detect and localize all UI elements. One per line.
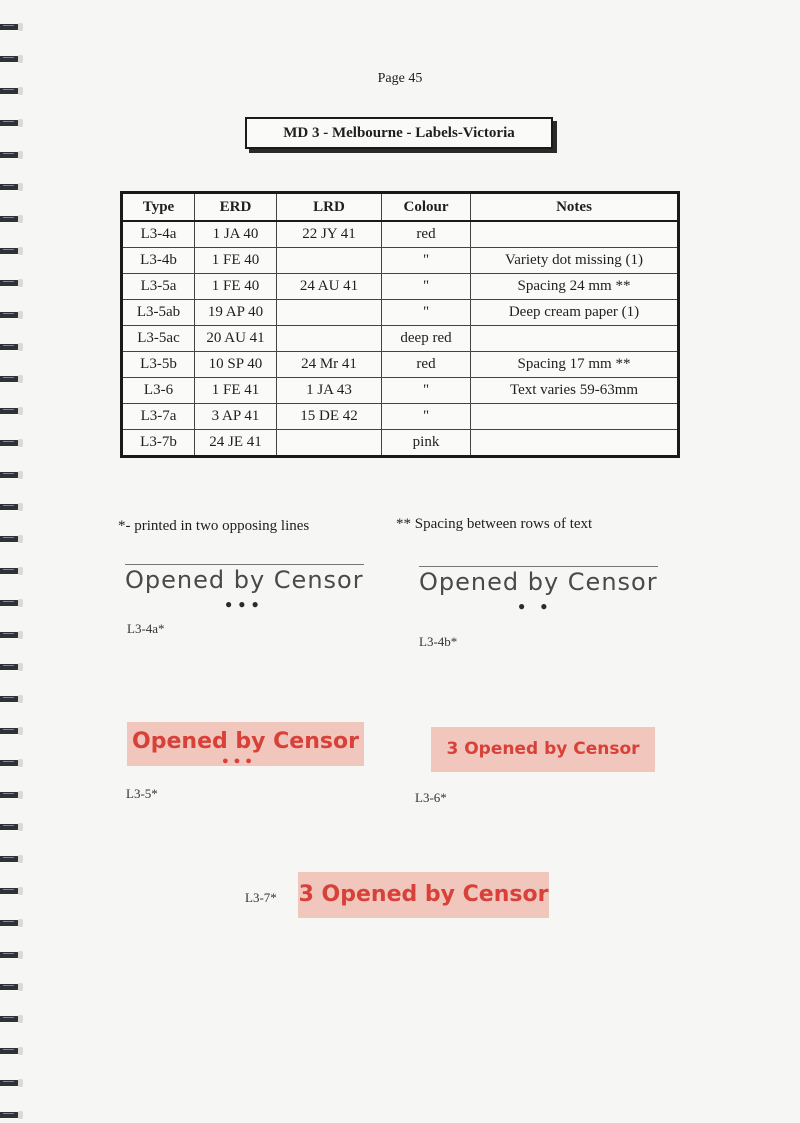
punch-hole: [18, 151, 23, 159]
ring-highlight: [3, 601, 14, 602]
cell-erd: 1 JA 40: [195, 221, 277, 248]
cell-lrd: [277, 300, 382, 326]
cell-notes: Spacing 17 mm **: [471, 352, 679, 378]
binding-ring: [0, 630, 22, 641]
punch-hole: [18, 279, 23, 287]
binding-ring: [0, 790, 22, 801]
binding-ring: [0, 1046, 22, 1057]
spiral-binding: [0, 0, 26, 1123]
ring-highlight: [3, 249, 14, 250]
punch-hole: [18, 631, 23, 639]
table-row: [122, 404, 679, 430]
table-row: [122, 274, 679, 300]
punch-hole: [18, 503, 23, 511]
specimen-l3-6-caption: L3-6*: [415, 790, 447, 805]
punch-hole: [18, 471, 23, 479]
punch-hole: [18, 439, 23, 447]
cell-colour: ": [382, 274, 471, 300]
binding-ring: [0, 22, 22, 33]
table-body: [122, 221, 679, 457]
cell-erd: 1 FE 40: [195, 274, 277, 300]
ring-highlight: [3, 697, 14, 698]
cell-colour: ": [382, 300, 471, 326]
ring-highlight: [3, 857, 14, 858]
specimen-l3-4b-text: Opened by Censor: [419, 568, 658, 596]
punch-hole: [18, 727, 23, 735]
cell-type: L3-4a: [122, 221, 195, 248]
ring-highlight: [3, 1017, 14, 1018]
binding-ring: [0, 310, 22, 321]
binding-ring: [0, 246, 22, 257]
punch-hole: [18, 407, 23, 415]
cell-erd: 20 AU 41: [195, 326, 277, 352]
punch-hole: [18, 215, 23, 223]
ring-highlight: [3, 121, 14, 122]
cell-lrd: [277, 326, 382, 352]
stamp-top-rule: [419, 566, 658, 567]
binding-ring: [0, 758, 22, 769]
binding-ring: [0, 86, 22, 97]
ring-highlight: [3, 1113, 14, 1114]
specimen-l3-5-dots: ●●●: [222, 755, 257, 767]
ring-highlight: [3, 25, 14, 26]
specimen-l3-4b-caption: L3-4b*: [419, 634, 458, 649]
punch-hole: [18, 87, 23, 95]
binding-ring: [0, 502, 22, 513]
cell-type: L3-5ac: [122, 326, 195, 352]
specimen-l3-4a-caption: L3-4a*: [127, 621, 165, 636]
cell-notes: Deep cream paper (1): [471, 300, 679, 326]
binding-ring: [0, 694, 22, 705]
table-row: [122, 352, 679, 378]
binding-ring: [0, 182, 22, 193]
binding-ring: [0, 342, 22, 353]
binding-ring: [0, 54, 22, 65]
punch-hole: [18, 983, 23, 991]
punch-hole: [18, 887, 23, 895]
cell-colour: ": [382, 404, 471, 430]
ring-highlight: [3, 889, 14, 890]
ring-highlight: [3, 729, 14, 730]
ring-highlight: [3, 793, 14, 794]
binding-ring: [0, 1078, 22, 1089]
punch-hole: [18, 855, 23, 863]
binding-ring: [0, 118, 22, 129]
footnote-opposing-lines: *- printed in two opposing lines: [118, 518, 310, 534]
punch-hole: [18, 23, 23, 31]
ring-highlight: [3, 921, 14, 922]
cell-type: L3-5b: [122, 352, 195, 378]
punch-hole: [18, 119, 23, 127]
ring-highlight: [3, 473, 14, 474]
punch-hole: [18, 247, 23, 255]
cell-erd: 1 FE 40: [195, 248, 277, 274]
punch-hole: [18, 1079, 23, 1087]
ring-highlight: [3, 377, 14, 378]
ring-highlight: [3, 761, 14, 762]
ring-highlight: [3, 345, 14, 346]
punch-hole: [18, 823, 23, 831]
binding-ring: [0, 982, 22, 993]
punch-hole: [18, 695, 23, 703]
cell-notes: [471, 221, 679, 248]
ring-highlight: [3, 633, 14, 634]
cell-colour: ": [382, 248, 471, 274]
table-row: [122, 300, 679, 326]
punch-hole: [18, 183, 23, 191]
binding-ring: [0, 1014, 22, 1025]
specimen-l3-4a-text: Opened by Censor: [125, 566, 364, 594]
page-title: MD 3 - Melbourne - Labels-Victoria: [245, 117, 553, 149]
ring-highlight: [3, 825, 14, 826]
cell-type: L3-7a: [122, 404, 195, 430]
binding-ring: [0, 918, 22, 929]
cell-lrd: 22 JY 41: [277, 221, 382, 248]
binding-ring: [0, 726, 22, 737]
specimen-l3-7-caption: L3-7*: [245, 890, 277, 905]
cell-colour: red: [382, 352, 471, 378]
binding-ring: [0, 950, 22, 961]
binding-ring: [0, 214, 22, 225]
cell-colour: ": [382, 378, 471, 404]
punch-hole: [18, 55, 23, 63]
ring-highlight: [3, 281, 14, 282]
punch-hole: [18, 375, 23, 383]
punch-hole: [18, 311, 23, 319]
punch-hole: [18, 919, 23, 927]
cell-notes: [471, 430, 679, 457]
column-header-erd: ERD: [195, 193, 277, 222]
ring-highlight: [3, 1049, 14, 1050]
binding-ring: [0, 566, 22, 577]
table-row: [122, 430, 679, 457]
specimen-l3-4b-dots: ● ●: [518, 599, 554, 613]
punch-hole: [18, 343, 23, 351]
specimen-l3-4a-dots: ●●●: [225, 597, 265, 611]
footnote-spacing: ** Spacing between rows of text: [396, 516, 593, 532]
specimen-l3-5-text: Opened by Censor: [132, 729, 359, 754]
binding-ring: [0, 822, 22, 833]
cell-type: L3-7b: [122, 430, 195, 457]
punch-hole: [18, 759, 23, 767]
cell-notes: [471, 326, 679, 352]
ring-highlight: [3, 409, 14, 410]
cell-type: L3-4b: [122, 248, 195, 274]
ring-highlight: [3, 985, 14, 986]
binding-ring: [0, 886, 22, 897]
ring-highlight: [3, 665, 14, 666]
punch-hole: [18, 663, 23, 671]
stamp-top-rule: [125, 564, 364, 565]
ring-highlight: [3, 217, 14, 218]
cell-notes: Spacing 24 mm **: [471, 274, 679, 300]
cell-colour: deep red: [382, 326, 471, 352]
binding-ring: [0, 598, 22, 609]
column-header-colour: Colour: [382, 193, 471, 222]
ring-highlight: [3, 953, 14, 954]
binding-ring: [0, 854, 22, 865]
table-header-row: [122, 193, 679, 222]
specimen-l3-5-caption: L3-5*: [126, 786, 158, 801]
punch-hole: [18, 791, 23, 799]
punch-hole: [18, 567, 23, 575]
ring-highlight: [3, 57, 14, 58]
cell-erd: 1 FE 41: [195, 378, 277, 404]
ring-highlight: [3, 505, 14, 506]
cell-erd: 10 SP 40: [195, 352, 277, 378]
ring-highlight: [3, 537, 14, 538]
cell-colour: pink: [382, 430, 471, 457]
cell-lrd: 24 AU 41: [277, 274, 382, 300]
label-dates-table: [120, 191, 680, 458]
cell-notes: Variety dot missing (1): [471, 248, 679, 274]
cell-lrd: [277, 430, 382, 457]
punch-hole: [18, 1015, 23, 1023]
cell-notes: Text varies 59-63mm: [471, 378, 679, 404]
binding-ring: [0, 150, 22, 161]
binding-ring: [0, 438, 22, 449]
page-number: Page 45: [377, 71, 423, 86]
ring-highlight: [3, 313, 14, 314]
column-header-notes: Notes: [471, 193, 679, 222]
cell-lrd: 15 DE 42: [277, 404, 382, 430]
specimen-l3-6-label: [431, 727, 655, 772]
table-row: [122, 248, 679, 274]
table-row: [122, 326, 679, 352]
specimen-l3-7-label: [298, 872, 549, 918]
specimen-l3-4a-stamp: [125, 566, 364, 594]
cell-lrd: 24 Mr 41: [277, 352, 382, 378]
ring-highlight: [3, 153, 14, 154]
cell-erd: 3 AP 41: [195, 404, 277, 430]
specimen-l3-7-text: 3 Opened by Censor: [298, 882, 549, 907]
punch-hole: [18, 951, 23, 959]
ring-highlight: [3, 569, 14, 570]
punch-hole: [18, 1111, 23, 1119]
cell-erd: 24 JE 41: [195, 430, 277, 457]
punch-hole: [18, 535, 23, 543]
ring-highlight: [3, 89, 14, 90]
specimen-l3-6-text: 3 Opened by Censor: [446, 739, 640, 759]
cell-colour: red: [382, 221, 471, 248]
cell-type: L3-5a: [122, 274, 195, 300]
binding-ring: [0, 534, 22, 545]
cell-lrd: [277, 248, 382, 274]
cell-lrd: 1 JA 43: [277, 378, 382, 404]
ring-highlight: [3, 185, 14, 186]
binding-ring: [0, 374, 22, 385]
specimen-l3-4b-stamp: [419, 568, 658, 596]
binding-ring: [0, 662, 22, 673]
binding-ring: [0, 470, 22, 481]
cell-notes: [471, 404, 679, 430]
binding-ring: [0, 278, 22, 289]
ring-highlight: [3, 1081, 14, 1082]
punch-hole: [18, 599, 23, 607]
binding-ring: [0, 406, 22, 417]
cell-type: L3-5ab: [122, 300, 195, 326]
column-header-type: Type: [122, 193, 195, 222]
binding-ring: [0, 1110, 22, 1121]
cell-erd: 19 AP 40: [195, 300, 277, 326]
cell-type: L3-6: [122, 378, 195, 404]
ring-highlight: [3, 441, 14, 442]
punch-hole: [18, 1047, 23, 1055]
table-row: [122, 221, 679, 248]
table-row: [122, 378, 679, 404]
column-header-lrd: LRD: [277, 193, 382, 222]
